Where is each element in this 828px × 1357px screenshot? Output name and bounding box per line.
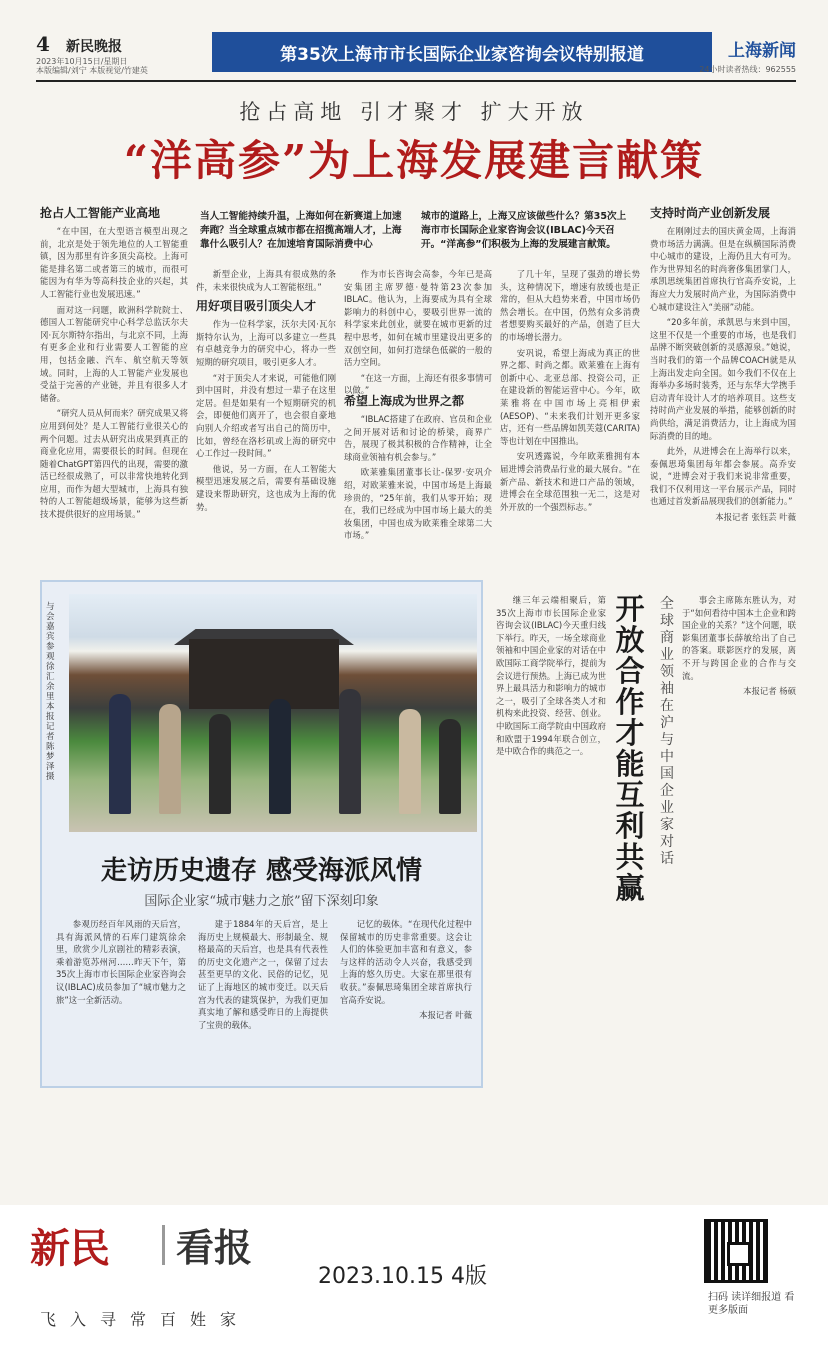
paragraph: 欧莱雅集团董事长让-保罗·安巩介绍，对欧莱雅来说，中国市场是上海最珍贵的，“25年前，我们从零开始；现在，我们已经成为中国市场上最大的美妆集团，中国也成为欧莱雅全球第二大市场。”: [344, 467, 492, 541]
column-fashion: [650, 204, 796, 574]
column-consumer-body: [500, 268, 640, 568]
paragraph: 安巩透露说，今年欧莱雅拥有本届进博会消费品行业的最大展台。“在新产品、新技术和进口产品的领域，进博会在全球范围独一无二，这是对外开放的一个强烈标志。”: [500, 451, 640, 512]
feature-col-1: [56, 918, 186, 1080]
feature-box: [40, 580, 483, 1088]
photo-person: [159, 704, 181, 814]
feature-col-3: [340, 918, 472, 1080]
lede-left: 当人工智能持续升温，上海如何在新赛道上加速奔跑？当全球重点城市都在招揽高端人才，上海靠什么吸引人？在加速培育国际消费中心: [200, 211, 402, 250]
paragraph: 此外，从进博会在上海举行以来，泰佩思琦集团每年都会参展。高乔安说，“进博会对于我们来说非常重要，我们不仅利用这一平台展示产品，同时也通过首发新品展现我们的创新能力。”: [650, 446, 796, 507]
column-fashion-body: [650, 225, 796, 570]
column-ai: [40, 204, 188, 574]
column-talent-body: [196, 318, 336, 568]
lede-right: 城市的道路上，上海又应该做些什么？第35次上海市市长国际企业家咨询会议(IBLAC)今天召开。“洋高参”们积极为上海的发展建言献策。: [421, 211, 627, 250]
date-line: 2023年10月15日/星期日: [36, 57, 128, 66]
footer-bar: [0, 1205, 828, 1357]
footer-divider: [162, 1225, 165, 1265]
main-headline: “洋高参”为上海发展建言献策: [123, 136, 705, 185]
byline: 本报记者 杨硕: [743, 686, 796, 697]
qr-caption: 扫码 读详细报道 看更多版面: [708, 1292, 795, 1316]
paragraph: “在中国，在大型语言模型出现之前，北京是处于领先地位的人工智能重镇，因为那里有许多顶尖高校。上海可能是排名第二或者第三的城市，而很可能因为有华为等高科技企业的兴起，其人工智能行业也发展迅速。”: [40, 226, 188, 299]
subhead-world-capital: 希望上海成为世界之都: [344, 394, 465, 408]
paragraph: 他说，另一方面，在人工智能大模型迅速发展之后，需要有基础设施建设来帮助研究，这也成为上海的优势。: [196, 463, 336, 512]
header-rule: [36, 80, 796, 82]
paragraph: 作为一位科学家，沃尔夫冈·瓦尔斯特尔认为，上海可以多建立一些具有卓越竞争力的研究中心，将办一些短期的研究项目，吸引更多人才。: [196, 319, 336, 367]
photo-person: [209, 714, 231, 814]
column-world-capital-body: [344, 413, 492, 563]
feature-col-2: [198, 918, 328, 1080]
paragraph: 作为市长咨询会高参，今年已是高安集团主席罗德·曼特第23次参加IBLAC。他认为，上海要成为具有全球影响力的科创中心，要吸引世界一流的科学家来此创业，就要在城市更新的过程中思考，如何在城市里建设出更多的双创空间，如何打造绿色低碳的一般的活力空间。: [344, 269, 492, 368]
photo-person: [339, 689, 361, 814]
paragraph: 在刚刚过去的国庆黄金周，上海消费市场活力满满。但是在纵横国际消费中心城市的建设，上海仍且大有可为。作为世界知名的时尚奢侈集团掌门人，承凯思统集团首席执行官高乔安说，上海应大力发展时尚产业，为国际消费中心城市建设注入“美丽”动能。: [650, 226, 796, 312]
paragraph: 继三年云端相聚后，第35次上海市市长国际企业家咨询会议(IBLAC)今天重归线下举行。昨天，一场全球商业领袖和中国企业家的对话在中欧国际工商学院举行，提前为会议进行预热。上海已成为世界上最具活力和影响力的城市之一，吸引了全球各类人才和机构来此投资、经营、创业。中欧国际工商学院由中国政府和欧盟于1994年联合创立，是中欧合作的典范之一。: [496, 595, 606, 757]
column-ai-body: [40, 225, 188, 570]
photo-person: [399, 709, 421, 814]
paragraph: 参观历经百年风雨的天后宫，具有海派风情的石库门建筑徐余里，欣赏少儿京剧社的精彩表演，乘着游览苏州河……昨天下午，第35次上海市市长国际企业家咨询会议(IBLAC)成员参加了“城市魅力之旅”这一全新活动。: [56, 919, 186, 1005]
editors-line: 本版编辑/刘宁 本版视觉/竹建英: [36, 66, 148, 75]
paragraph: “IBLAC搭建了在政府、官员和企业之间开展对话和讨论的桥梁，商界广告，展现了极其积极的合作精神，让全球商业领袖有机会参与。”: [344, 414, 492, 462]
paragraph: 记忆的载体。“在现代化过程中保留城市的历史非常重要。这会让人们的体验更加丰富和有意义，参与这样的活动令人兴奋，我感受到上海的悠久历史。大家在那里很有收获。”泰佩思琦集团全球首席执行官高乔安说。: [340, 919, 472, 1005]
subhead-fashion: 支持时尚产业创新发展: [650, 206, 771, 220]
feature-title: 走访历史遗存 感受海派风情: [100, 856, 423, 886]
feature-subtitle: 国际企业家“城市魅力之旅”留下深刻印象: [144, 894, 379, 909]
column-talent-lead: [196, 268, 336, 293]
paragraph: “在这一方面，上海还有很多事情可以做。”: [344, 372, 492, 396]
paragraph: 安巩说，希望上海成为真正的世界之都、时尚之都。欧莱雅在上海有创新中心、北亚总部、投资公司，正在建设新的智能运营中心。今年，欧莱雅将在中国市场上亮相伊索(AESOP)、“未来我们计划开更多家店，还有一些品牌如凯芙蔻(CARITA)等也计划在中国推出。: [500, 347, 640, 446]
paragraph: “研究人员从何而来？研究成果又将应用到何处？是人工智能行业很关心的两个问题。过去从研究出成果到真正的商业化应用，需要很长的时间。但现在随着ChatGPT第四代的出现，需要的激活已经很成熟了，可以非常快地转化到应用，而作为超大型城市，上海具有独特的人工智能超级场景，能够为这些新技术提供很好的应用场景。”: [40, 408, 188, 520]
photo-person: [109, 694, 131, 814]
column-world-capital: [344, 268, 492, 568]
masthead: [36, 32, 796, 76]
lede: [200, 210, 630, 260]
page-number: 4: [36, 32, 50, 56]
kicker: 抢占高地 引才聚才 扩大开放: [239, 100, 589, 124]
subhead-talent: 用好项目吸引顶尖人才: [196, 299, 317, 314]
paragraph: 了几十年，呈现了强劲的增长势头，这种情况下，增速有放缓也是正常的，但从大趋势来看，中国市场仍然会增长。在中国，仍然有众多消费者想要购买最好的产品，创造了巨大的市场增长潜力。: [500, 269, 640, 342]
photo-person: [439, 719, 461, 814]
interview-vertical-title: 开放合作才能互利共赢: [615, 592, 645, 905]
paper-name: 新民晚报: [66, 39, 122, 55]
footer-logo-kanbao: 看报: [176, 1225, 253, 1270]
photo-person: [269, 699, 291, 814]
special-report-banner: 第35次上海市市长国际企业家咨询会议特别报道: [212, 32, 712, 72]
reader-hotline: 24小时读者热线：962555: [699, 65, 796, 74]
paragraph: 新型企业，上海具有很成熟的条件，未来很快成为人工智能枢纽。”: [196, 269, 336, 292]
byline: 本报记者 张钰芸 叶薇: [715, 512, 796, 523]
footer-issue-date: 2023.10.15 4版: [318, 1264, 487, 1289]
footer-slogan: 飞入寻常百姓家: [40, 1310, 251, 1329]
photo-delegates-visit: [69, 594, 477, 832]
interview-col-1: [496, 594, 606, 1076]
photo-building: [189, 639, 339, 709]
paragraph: 建于1884年的天后宫，是上海历史上规模最大、形制最全、规格最高的天后宫，也是具有代表性的历史文化遗产之一，保留了过去甚至更早的文化、民俗的记忆，见证了上海地区的城市变迁。以天后宫为代表的建筑保护，为我们更加真实地了解和感受昨日的上海提供了宝贵的载体。: [198, 919, 328, 1030]
footer-logo-xinmin: 新民: [30, 1225, 110, 1272]
interview-vertical-subtitle: 全球商业领袖在沪与中国企业家对话: [660, 596, 674, 867]
interview-col-2: [682, 594, 796, 1076]
paragraph: 面对这一问题，欧洲科学院院士、德国人工智能研究中心科学总监沃尔夫冈·瓦尔斯特尔指出，与北京不同，上海有更多企业和行业需要人工智能的应用，包括金融、汽车、航空航天等领域。同时，上海的人工智能产业发展也受益于完善的产业链，并且有很多人才储备。: [40, 304, 188, 403]
subhead-ai: 抢占人工智能产业高地: [40, 206, 161, 220]
byline: 本报记者 叶薇: [419, 1010, 472, 1021]
paragraph: 事会主席陈东胜认为，对于“如何看待中国本土企业和跨国企业的关系？”这个问题，联影集团董事长薛敏给出了自己的答案。联影医疗的发展，离不开与跨国企业的合作与交流。: [682, 595, 796, 681]
column-talent: [196, 268, 336, 568]
photo-credit: 与会嘉宾参观徐汇余里 本报记者 陈梦泽 摄: [46, 602, 55, 782]
section-name: 上海新闻: [728, 41, 796, 61]
column-consumer: [500, 268, 640, 568]
paragraph: “20多年前，承凯思与来到中国，这里不仅是一个重要的市场，也是我们品牌不断突破创新的灵感源泉。”她说，当时我们的第一个品牌COACH就是从上海出发走向全国。如今我们不仅在上海举办多场时装秀，还与东华大学携手启动青年设计人才的培养项目。这些支持时尚产业发展的举措，能够创新的时尚供给，满足消费活力，让上海成为国际消费的目的地。: [650, 317, 796, 441]
qr-code-icon[interactable]: [704, 1219, 768, 1283]
paragraph: “对于顶尖人才来说，可能他们刚到中国时，并没有想过一辈子在这里定居。但是如果有一个短期研究的机会，即便他们离开了，也会很自豪地向别人介绍或者写出自己的简历中，比如，曾经在洛杉矶或上海的研究中心工作过一段时间。”: [196, 372, 336, 459]
column-world-capital-lead: [344, 268, 492, 396]
